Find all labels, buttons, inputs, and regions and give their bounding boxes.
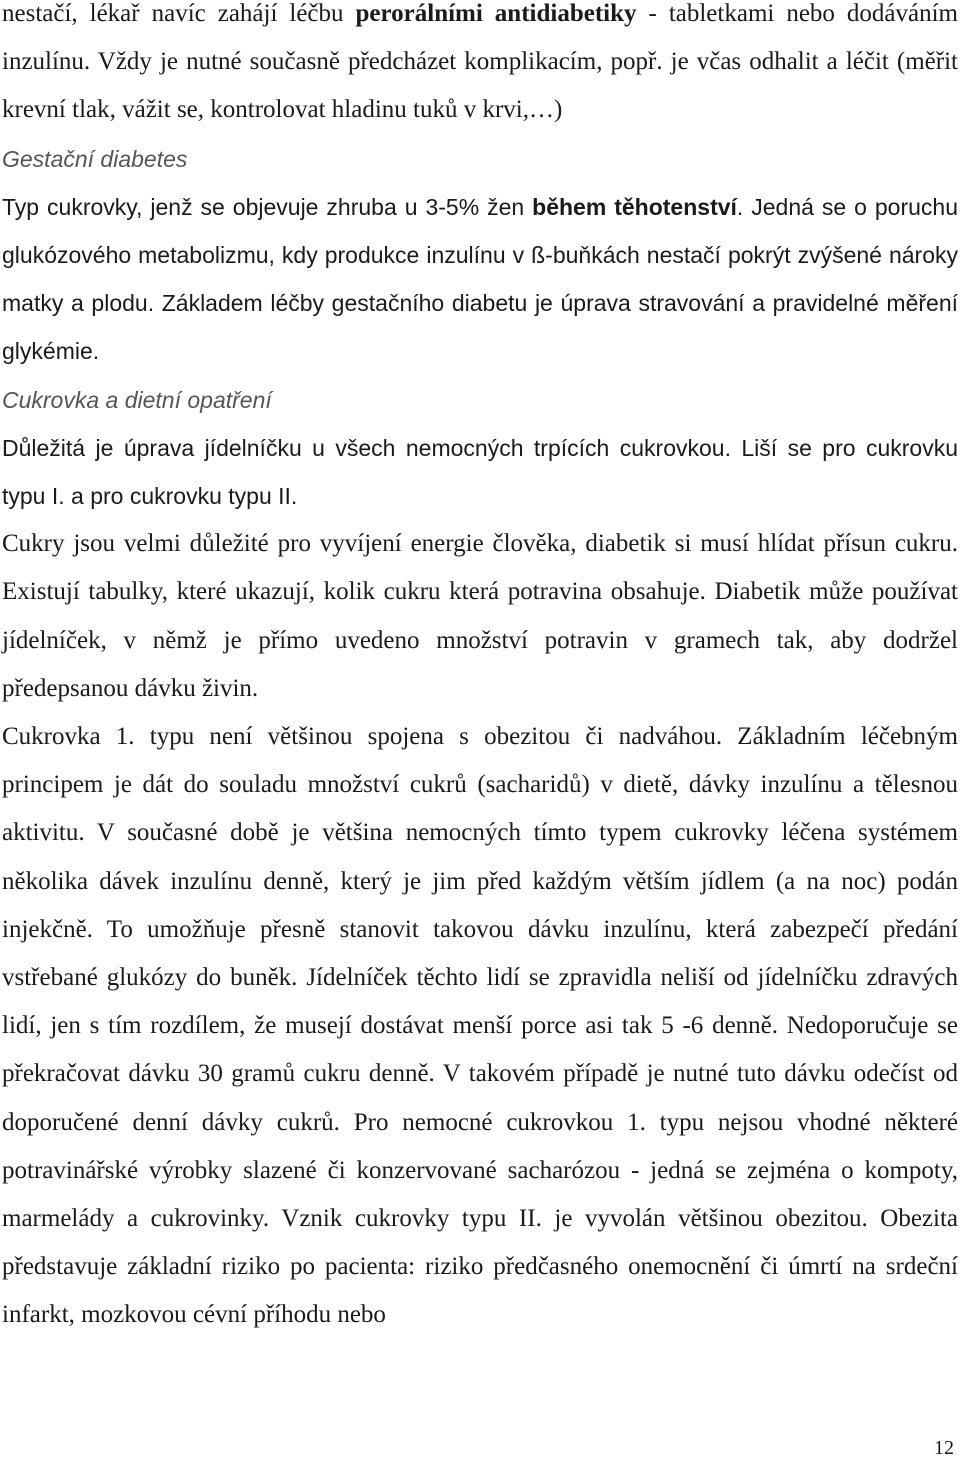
page-number: 12 bbox=[934, 1437, 954, 1459]
intro-text-2: - tabletkami nebo dodáváním inzulínu. Vždy je nutné současně předcházet komplikacím, popř. je včas odhalit a léčit (měřit krevní tlak, vážit se, kontrolovat hladinu tuků v krvi,…) bbox=[2, 0, 958, 124]
gestational-paragraph bbox=[2, 183, 958, 376]
intro-paragraph bbox=[2, 0, 958, 135]
intro-bold-term: perorálními antidiabetiky bbox=[355, 0, 637, 27]
gestational-bold-term: během těhotenství bbox=[532, 193, 737, 220]
diet-paragraph-2: Cukry jsou velmi důležité pro vyvíjení energie člověka, diabetik si musí hlídat přísun cukru. Existují tabulky, které ukazují, kolik cukru která potravina obsahuje. Diabetik může používat jídelníček, v němž je přímo uvedeno množství potravin v gramech tak, aby dodržel předepsanou dávku živin. bbox=[2, 530, 958, 702]
gestational-text-2: . Jedná se o poruchu glukózového metabolizmu, kdy produkce inzulínu v ß-buňkách nestačí pokrýt zvýšené nároky matky a plodu. Základem léčby gestačního diabetu je úprava stravování a pravidelné měření glykémie. bbox=[2, 193, 958, 365]
intro-text-1: nestačí, lékař navíc zahájí léčbu bbox=[2, 0, 356, 27]
diet-paragraph-3: Cukrovka 1. typu není většinou spojena s obezitou či nadváhou. Základním léčebným principem je dát do souladu množství cukrů (sacharidů) v dietě, dávky inzulínu a tělesnou aktivitu. V současné době je většina nemocných tímto typem cukrovky léčena systémem několika dávek inzulínu denně, který je jim před každým větším jídlem (a na noc) podán injekčně. To umožňuje přesně stanovit takovou dávku inzulínu, která zabezpečí předání vstřebané glukózy do buněk. Jídelníček těchto lidí se zpravidla neliší od jídelníčku zdravých lidí, jen s tím rozdílem, že musejí dostávat menší porce asi tak 5 -6 denně. Nedoporučuje se překračovat dávku 30 gramů cukru denně. V takovém případě je nutné tuto dávku odečíst od doporučené denní dávky cukrů. Pro nemocné cukrovkou 1. typu nejsou vhodné některé potravinářské výrobky slazené či konzervované sacharózou - jedná se zejména o kompoty, marmelády a cukrovinky. Vznik cukrovky typu II. je vyvolán většinou obezitou. Obezita představuje základní riziko po pacienta: riziko předčasného onemocnění či úmrtí na srdeční infarkt, mozkovou cévní příhodu nebo bbox=[2, 723, 958, 1329]
diet-paragraph-1: Důležitá je úprava jídelníčku u všech nemocných trpících cukrovkou. Liší se pro cukrovku typu I. a pro cukrovku typu II. bbox=[2, 434, 958, 510]
section-heading-gestational: Gestační diabetes bbox=[2, 145, 188, 172]
section-heading-diet: Cukrovka a dietní opatření bbox=[2, 386, 272, 413]
gestational-text-1: Typ cukrovky, jenž se objevuje zhruba u 3-5% žen bbox=[2, 193, 533, 220]
text-column bbox=[2, 0, 958, 1340]
